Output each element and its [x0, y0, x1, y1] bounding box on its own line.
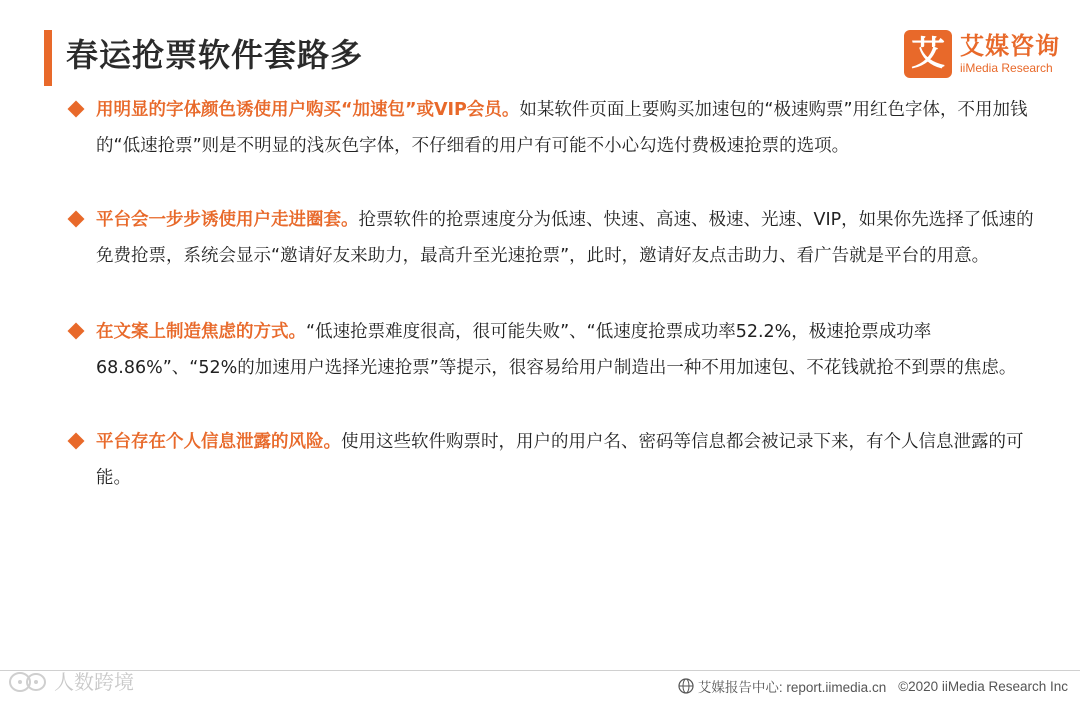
footer-copyright: ©2020 iiMedia Research Inc	[898, 678, 1068, 694]
bullet-point	[66, 424, 1046, 496]
title-accent-bar	[44, 30, 52, 86]
watermark-text: 人数跨境	[54, 670, 134, 694]
watermark	[8, 666, 134, 695]
bullet-point	[66, 92, 1046, 164]
watermark-logo-icon	[8, 667, 48, 695]
bullet-heading: 平台会一步步诱使用户走进圈套。	[96, 210, 359, 230]
brand-name: 艾媒咨询	[960, 32, 1060, 60]
bullet-heading: 用明显的字体颜色诱使用户购买“加速包”或VIP会员。	[96, 100, 520, 120]
bullet-body: 抢票软件的抢票速度分为低速、快速、高速、极速、光速、VIP，如果你先选择了低速的免费抢票，系统会显示“邀请好友来助力，最高升至光速抢票”，此时，邀请好友点击助力、看广告就是平台的用意。	[96, 210, 1034, 266]
bullet-point	[66, 202, 1046, 274]
brand-mark-icon: 艾	[904, 30, 952, 78]
bullet-heading: 平台存在个人信息泄露的风险。	[96, 432, 341, 452]
brand-logo	[904, 30, 1060, 78]
footer	[678, 676, 1068, 696]
diamond-bullet-icon	[68, 101, 85, 118]
page-title: 春运抢票软件套路多	[66, 36, 364, 74]
diamond-bullet-icon	[68, 433, 85, 450]
bullet-point	[66, 314, 1046, 386]
bullet-body: 如某软件页面上要购买加速包的“极速购票”用红色字体，不用加钱的“低速抢票”则是不明显的浅灰色字体，不仔细看的用户有可能不小心勾选付费极速抢票的选项。	[96, 100, 1028, 156]
bullet-heading: 在文案上制造焦虑的方式。	[96, 322, 306, 342]
bullet-list	[66, 92, 1046, 534]
brand-text	[960, 32, 1060, 76]
footer-source: 艾媒报告中心: report.iimedia.cn	[697, 680, 887, 695]
bullet-body: 使用这些软件购票时，用户的用户名、密码等信息都会被记录下来，有个人信息泄露的可能。	[96, 432, 1024, 488]
brand-subtitle: iiMedia Research	[960, 61, 1053, 75]
diamond-bullet-icon	[68, 323, 85, 340]
globe-icon	[678, 678, 694, 694]
footer-divider	[0, 670, 1080, 671]
diamond-bullet-icon	[68, 211, 85, 228]
bullet-body: “低速抢票难度很高，很可能失败”、“低速度抢票成功率52.2%，极速抢票成功率68.86%”、“52%的加速用户选择光速抢票”等提示，很容易给用户制造出一种不用加速包、不花钱就抢不到票的焦虑。	[96, 322, 1017, 378]
